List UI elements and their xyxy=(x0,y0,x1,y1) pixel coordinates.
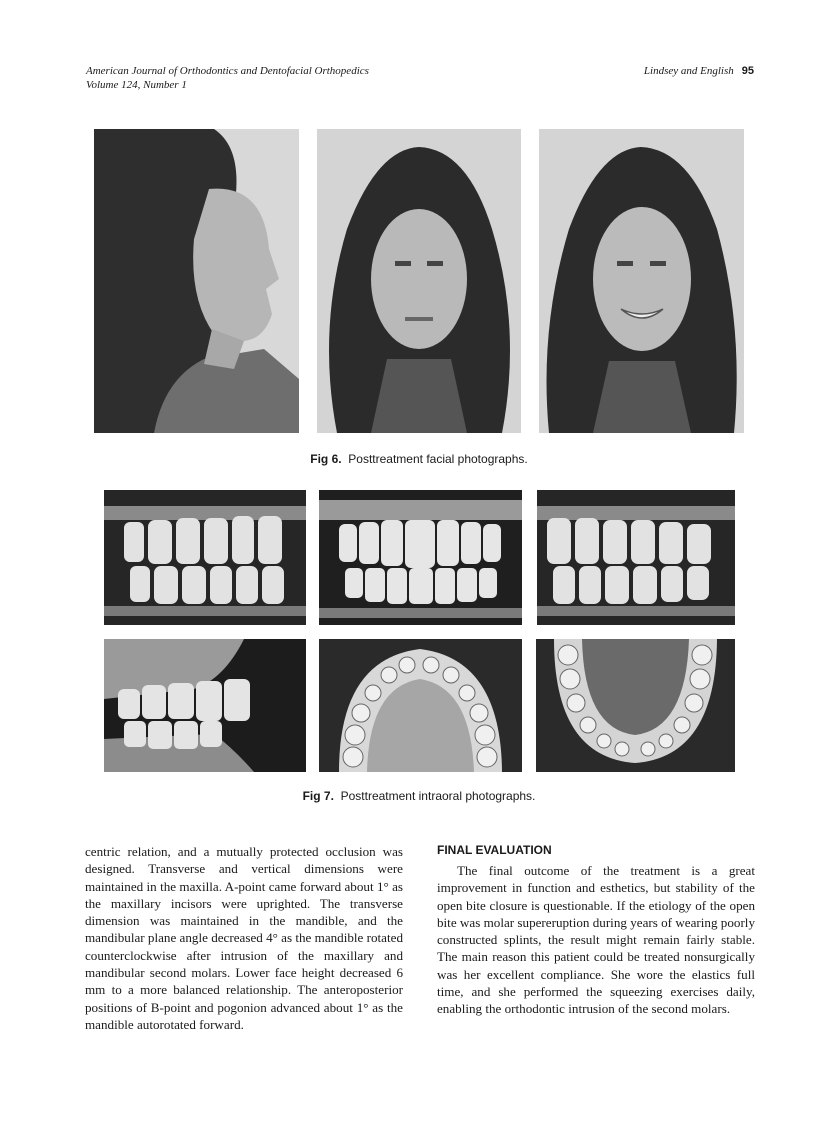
intraoral-photo-mandibular-occlusal xyxy=(536,639,735,772)
final-evaluation-paragraph: The final outcome of the treatment is a great improvement in function and esthetics, but stability of the open bite closure is questionable. If the etiology of the open bite was molar supereruption during years of wearing poorly constructed splints, the result might remain fairly stable. The main reason this patient could be treated nonsurgically was her excellent compliance. She wore the elastics full time, and she performed the squeezing exercises daily, enabling the orthodontic intrusion of the second molars. xyxy=(437,863,755,1017)
author-names: Lindsey and English xyxy=(643,65,734,77)
journal-title: American Journal of Orthodontics and Dentofacial Orthopedics xyxy=(86,65,369,77)
figure-7-label: Fig 7. xyxy=(302,789,334,803)
page-number: 95 xyxy=(741,65,754,77)
facial-photo-frontal xyxy=(317,129,521,433)
intraoral-photo-left-buccal xyxy=(537,490,735,625)
left-column-paragraph: centric relation, and a mutually protected occlusion was designed. Transverse and vertical dimensions were maintained in the maxilla. A-point came forward about 1° as the maxillary incisors were uprighted. The transverse dimension was maintained in the mandible, and the mandibular plane angle decreased 4° as the mandible rotated counterclockwise after intrusion of the maxillary and mandibular second molars. Lower face height decreased 6 mm to a more balanced relationship. The anteroposterior positions of B-point and pogonion advanced about 1° as the mandible autorotated forward. xyxy=(85,844,403,1032)
intraoral-photo-overjet xyxy=(104,639,306,772)
intraoral-photo-maxillary-occlusal xyxy=(319,639,522,772)
facial-photo-profile xyxy=(94,129,299,433)
running-header-right xyxy=(644,64,754,78)
final-evaluation-heading: FINAL EVALUATION xyxy=(437,843,552,857)
right-text-column xyxy=(437,843,755,1018)
intraoral-photo-right-buccal xyxy=(104,490,306,625)
figure-7-caption-text: Posttreatment intraoral photographs. xyxy=(340,789,536,803)
figure-7-caption xyxy=(0,789,838,803)
figure-6-label: Fig 6. xyxy=(310,452,342,466)
facial-photo-smiling xyxy=(539,129,744,433)
running-header-left xyxy=(86,64,369,92)
figure-6-caption-text: Posttreatment facial photographs. xyxy=(348,452,528,466)
journal-volume: Volume 124, Number 1 xyxy=(86,79,187,91)
figure-6-caption xyxy=(0,452,838,466)
intraoral-photo-frontal xyxy=(319,490,522,625)
left-text-column xyxy=(85,843,403,1033)
